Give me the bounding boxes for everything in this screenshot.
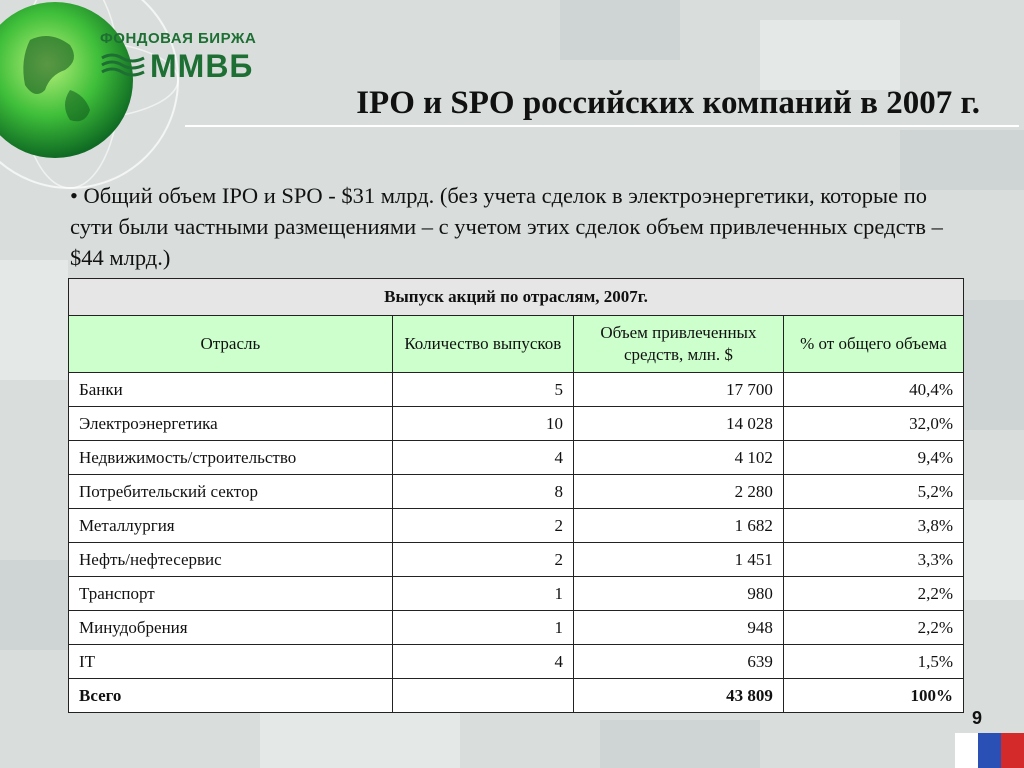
cell-industry: Банки bbox=[69, 373, 393, 407]
globe-logo-icon bbox=[0, 0, 180, 190]
cell-industry: IT bbox=[69, 645, 393, 679]
logo-bottom-text: ММВБ bbox=[150, 48, 254, 84]
total-count bbox=[392, 679, 573, 713]
cell-share: 3,8% bbox=[783, 509, 963, 543]
table-row bbox=[69, 407, 964, 441]
flag-stripe-red bbox=[1001, 733, 1024, 768]
cell-count: 10 bbox=[392, 407, 573, 441]
cell-share: 3,3% bbox=[783, 543, 963, 577]
cell-volume: 948 bbox=[573, 611, 783, 645]
cell-industry: Нефть/нефтесервис bbox=[69, 543, 393, 577]
bullet-text: • Общий объем IPO и SPO - $31 млрд. (без учета сделок в электроэнергетики, которые по сути были частными размещениями – с учетом этих сделок объем привлеченных средств – $44 млрд.) bbox=[70, 183, 943, 270]
table-row bbox=[69, 577, 964, 611]
cell-industry: Электроэнергетика bbox=[69, 407, 393, 441]
total-volume: 43 809 bbox=[573, 679, 783, 713]
table-row bbox=[69, 475, 964, 509]
flag-stripe-white bbox=[955, 733, 978, 768]
cell-volume: 1 682 bbox=[573, 509, 783, 543]
cell-share: 9,4% bbox=[783, 441, 963, 475]
cell-share: 2,2% bbox=[783, 611, 963, 645]
cell-volume: 980 bbox=[573, 577, 783, 611]
cell-industry: Недвижимость/строительство bbox=[69, 441, 393, 475]
cell-share: 1,5% bbox=[783, 645, 963, 679]
cell-count: 4 bbox=[392, 441, 573, 475]
cell-count: 1 bbox=[392, 611, 573, 645]
cell-count: 4 bbox=[392, 645, 573, 679]
flag-stripe-blue bbox=[978, 733, 1001, 768]
table-row bbox=[69, 543, 964, 577]
cell-share: 2,2% bbox=[783, 577, 963, 611]
cell-share: 5,2% bbox=[783, 475, 963, 509]
industry-table bbox=[68, 278, 964, 713]
cell-count: 1 bbox=[392, 577, 573, 611]
cell-industry: Минудобрения bbox=[69, 611, 393, 645]
cell-share: 32,0% bbox=[783, 407, 963, 441]
cell-volume: 1 451 bbox=[573, 543, 783, 577]
header-volume: Объем привлеченных средств, млн. $ bbox=[573, 316, 783, 373]
cell-industry: Металлургия bbox=[69, 509, 393, 543]
cell-volume: 639 bbox=[573, 645, 783, 679]
table-caption-row bbox=[69, 279, 964, 316]
header-share: % от общего объема bbox=[783, 316, 963, 373]
title-divider bbox=[185, 125, 1019, 127]
page-number: 9 bbox=[972, 708, 983, 728]
table-header-row bbox=[69, 316, 964, 373]
cell-count: 8 bbox=[392, 475, 573, 509]
table-row bbox=[69, 509, 964, 543]
table-row bbox=[69, 611, 964, 645]
cell-volume: 14 028 bbox=[573, 407, 783, 441]
cell-volume: 2 280 bbox=[573, 475, 783, 509]
cell-volume: 17 700 bbox=[573, 373, 783, 407]
table-caption: Выпуск акций по отраслям, 2007г. bbox=[69, 279, 964, 316]
cell-count: 5 bbox=[392, 373, 573, 407]
header-count: Количество выпусков bbox=[392, 316, 573, 373]
total-label: Всего bbox=[69, 679, 393, 713]
logo-waves-icon bbox=[100, 52, 146, 78]
cell-count: 2 bbox=[392, 509, 573, 543]
cell-industry: Потребительский сектор bbox=[69, 475, 393, 509]
table-total-row bbox=[69, 679, 964, 713]
cell-share: 40,4% bbox=[783, 373, 963, 407]
russian-flag-icon bbox=[955, 733, 1024, 768]
total-share: 100% bbox=[783, 679, 963, 713]
table-row bbox=[69, 645, 964, 679]
logo-top-text: ФОНДОВАЯ БИРЖА bbox=[100, 30, 257, 47]
cell-volume: 4 102 bbox=[573, 441, 783, 475]
cell-count: 2 bbox=[392, 543, 573, 577]
slide-title: IPO и SPO российских компаний в 2007 г. bbox=[356, 85, 980, 121]
cell-industry: Транспорт bbox=[69, 577, 393, 611]
header-industry: Отрасль bbox=[69, 316, 393, 373]
table-row bbox=[69, 373, 964, 407]
table-row bbox=[69, 441, 964, 475]
